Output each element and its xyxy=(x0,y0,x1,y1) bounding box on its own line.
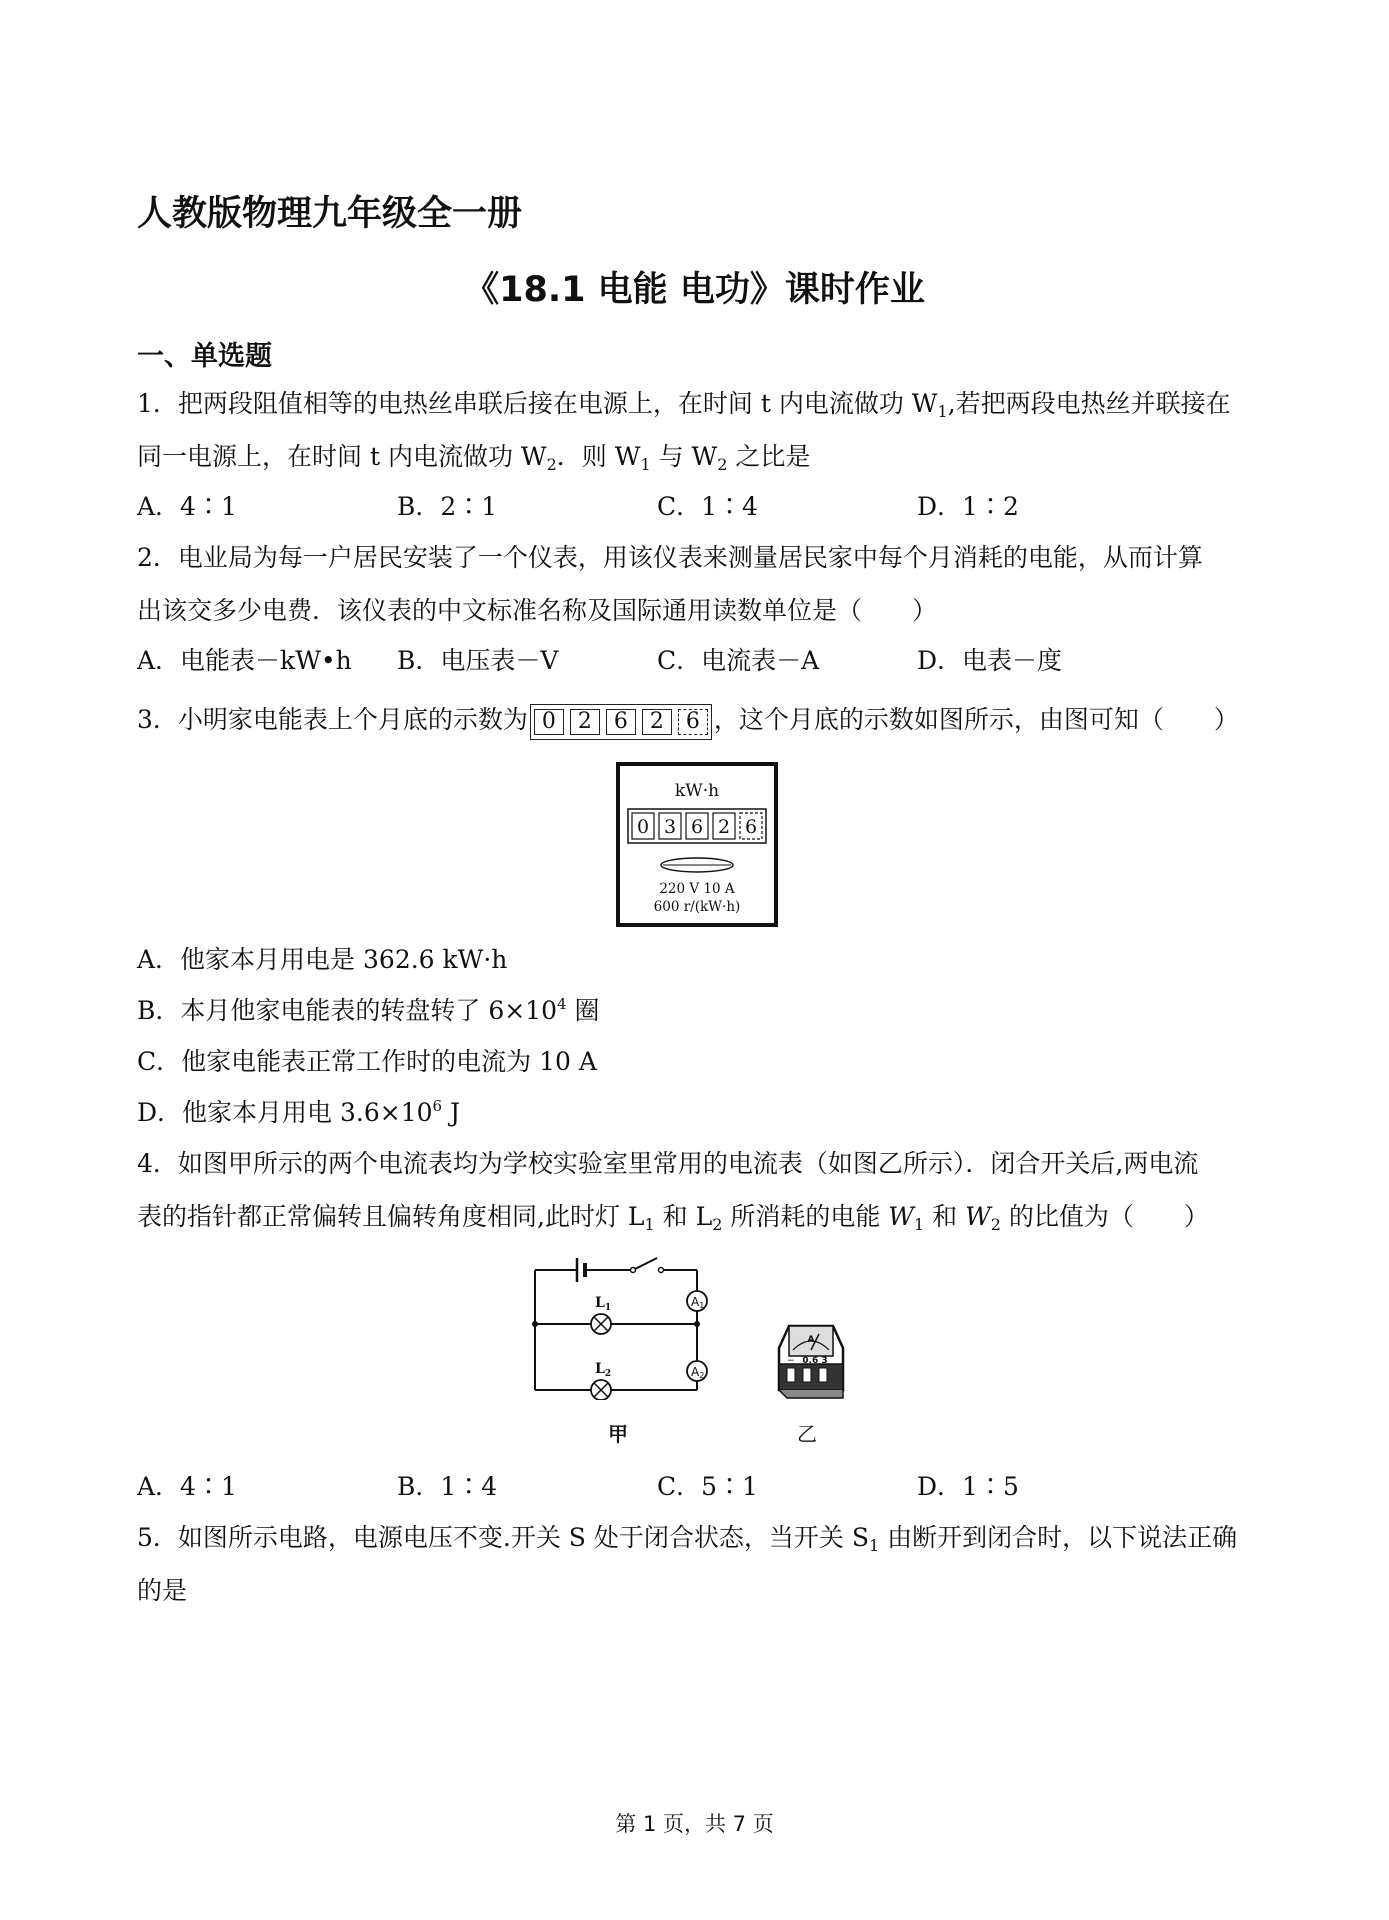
page-footer: 第 1 页，共 7 页 xyxy=(615,1812,774,1836)
q1-option-d: D．1∶2 xyxy=(917,492,1019,521)
q4-option-d: D．1∶5 xyxy=(917,1472,1019,1501)
junction-right xyxy=(694,1321,700,1327)
label-a1: A1 xyxy=(691,1295,705,1310)
electric-meter-figure xyxy=(616,762,778,927)
meter-unit: kW·h xyxy=(674,781,720,801)
q2-option-d: D．电表－度 xyxy=(917,646,1063,675)
q2-option-a: A．电能表－kW•h xyxy=(137,646,352,675)
q3-option-c: C．他家电能表正常工作时的电流为 10 A xyxy=(137,1047,597,1076)
q4-option-c: C．5∶1 xyxy=(657,1472,758,1501)
meter-digit-1: 0 xyxy=(636,816,650,838)
q2-option-c: C．电流表－A xyxy=(657,646,820,675)
q2-line-2: 出该交多少电费．该仪表的中文标准名称及国际通用读数单位是（ ） xyxy=(137,596,938,625)
q3-option-a: A．他家本月用电是 362.6 kW·h xyxy=(137,945,508,974)
last-month-meter-reading: 0 2 6 2 6 xyxy=(530,704,712,740)
meter-digit-5: 6 xyxy=(744,816,758,838)
meter-digit-3: 6 xyxy=(690,816,704,838)
q2-option-b: B．电压表－V xyxy=(397,646,559,675)
q1-line-2: 同一电源上，在时间 t 内电流做功 $W_2$．则 $W_1$ 与 $W_2$ 之比是 xyxy=(137,442,811,474)
label-a2: A2 xyxy=(691,1365,705,1380)
caption-jia: 甲 xyxy=(608,1422,628,1446)
q1-option-b: B．2∶1 xyxy=(397,492,498,521)
meter-digit-2: 3 xyxy=(663,816,677,838)
q1-option-a: A．4∶1 xyxy=(137,492,237,521)
ammeter-scale-label: 0.6 3 xyxy=(802,1356,828,1366)
meter-spec-voltage: 220 V 10 A xyxy=(659,881,735,897)
circuit-diagram-jia xyxy=(525,1250,725,1400)
ammeter-minus-label: − xyxy=(787,1356,795,1366)
q1-line-1: 1．把两段阻值相等的电热丝串联后接在电源上，在时间 t 内电流做功 $W_1$,若把两段电热丝并联接在 xyxy=(137,389,1231,421)
q3-option-b: B．本月他家电能表的转盘转了 $6\times 10^4$ 圈 xyxy=(137,995,600,1025)
q5-line-2: 的是 xyxy=(137,1576,188,1605)
q5-line-1: 5．如图所示电路，电源电压不变.开关 S 处于闭合状态，当开关 $S_1$ 由断开到闭合时，以下说法正确 xyxy=(137,1523,1238,1555)
q4-line-2: 表的指针都正常偏转且偏转角度相同,此时灯 $L_1$ 和 $L_2$ 所消耗的电能 $W_1$ 和 $W_2$ 的比值为（ ） xyxy=(137,1202,1209,1234)
meter-spec-rev: 600 r/(kW·h) xyxy=(653,899,741,915)
switch-pivot xyxy=(631,1268,636,1273)
label-l2: $L_2$ xyxy=(595,1361,612,1379)
ammeter-face-label: A xyxy=(807,1335,815,1345)
caption-yi: 乙 xyxy=(797,1422,817,1446)
junction-left xyxy=(532,1321,538,1327)
ammeter-figure-yi xyxy=(775,1320,847,1400)
q2-line-1: 2．电业局为每一户居民安装了一个仪表，用该仪表来测量居民家中每个月消耗的电能，从而计算 xyxy=(137,543,1203,572)
book-title: 人教版物理九年级全一册 xyxy=(137,194,523,234)
lesson-title: 《18.1 电能 电功》课时作业 xyxy=(464,270,925,310)
q4-option-a: A．4∶1 xyxy=(137,1472,237,1501)
q4-option-b: B．1∶4 xyxy=(397,1472,498,1501)
meter-digit-4: 2 xyxy=(717,816,731,838)
q4-line-1: 4．如图甲所示的两个电流表均为学校实验室里常用的电流表（如图乙所示）．闭合开关后,两电流 xyxy=(137,1149,1199,1178)
section-title: 一、单选题 xyxy=(137,341,272,372)
q3-stem: 3．小明家电能表上个月底的示数为 0 2 6 2 6 ，这个月底的示数如图所示，由图可知（ ） xyxy=(137,700,1239,740)
q1-option-c: C．1∶4 xyxy=(657,492,758,521)
switch-contact xyxy=(659,1268,664,1273)
label-l1: $L_1$ xyxy=(595,1295,612,1313)
q3-option-d: D．他家本月用电 $3.6\times 10^6$ J xyxy=(137,1097,461,1127)
